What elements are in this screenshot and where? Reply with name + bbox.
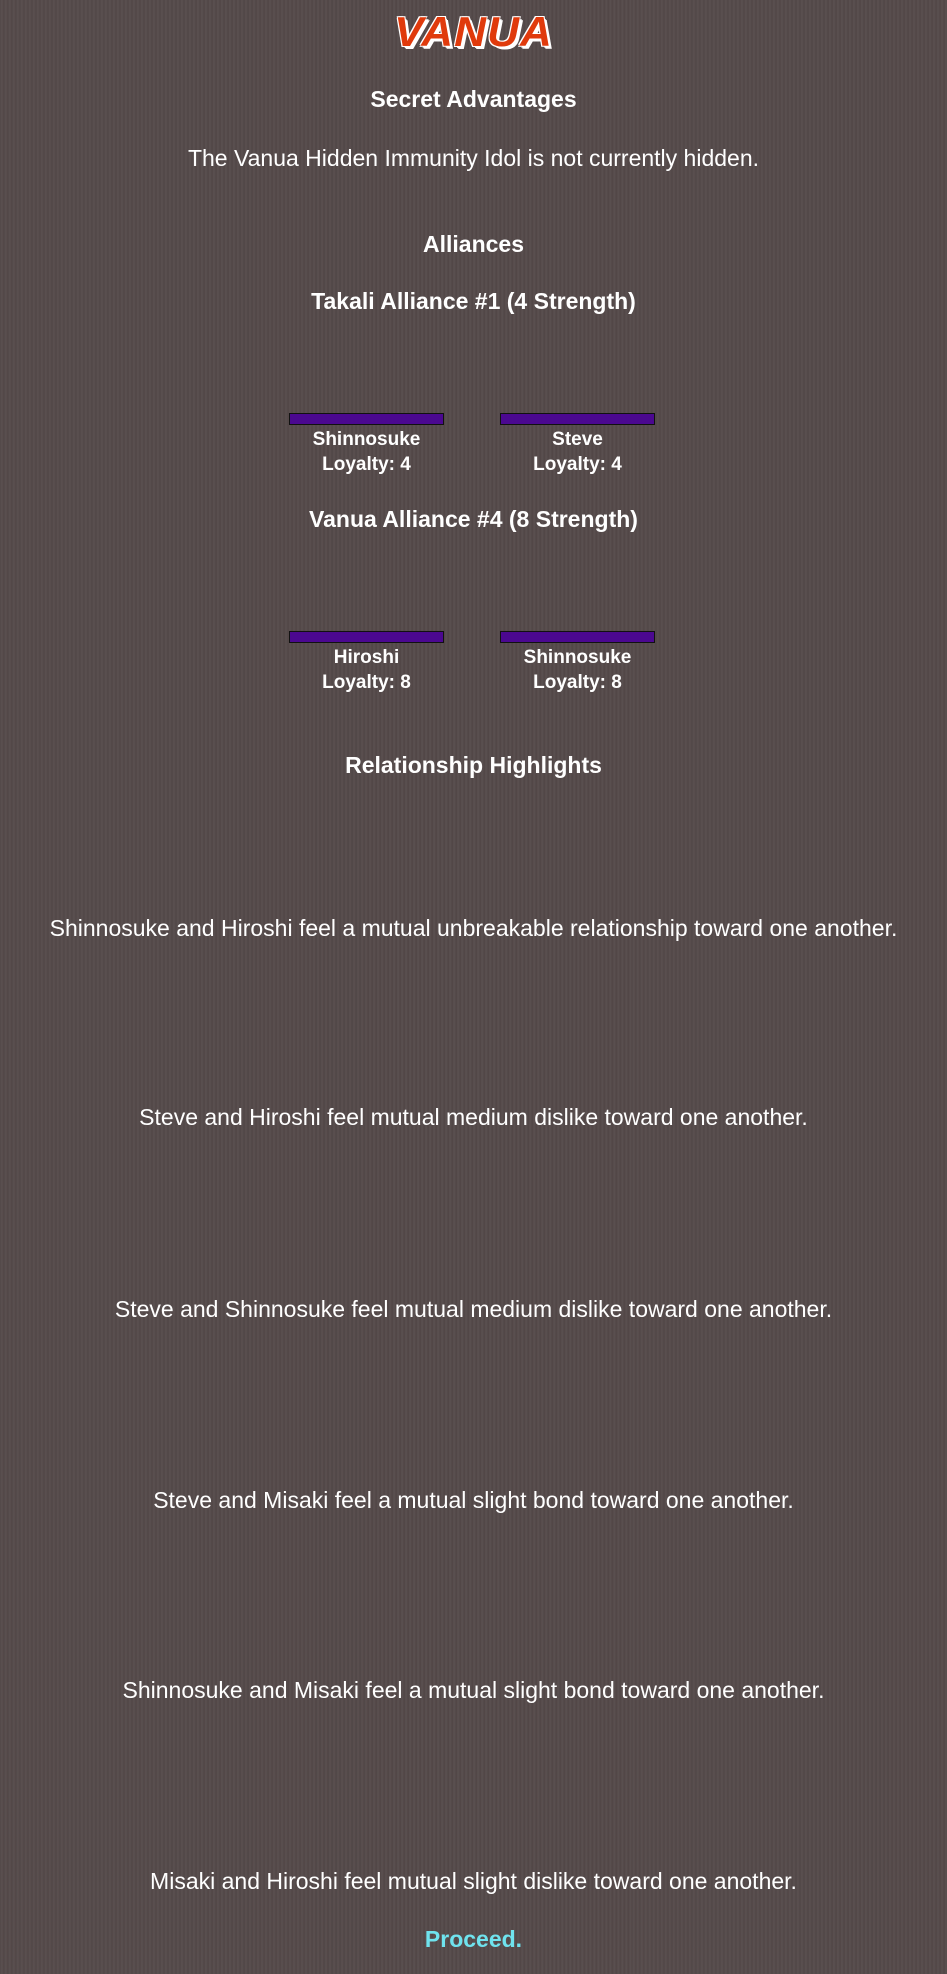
loyalty-bar: [500, 631, 655, 643]
relationships-heading: Relationship Highlights: [345, 752, 602, 778]
alliance-member: [500, 413, 655, 477]
alliance-member: [289, 631, 444, 695]
loyalty-bar: [500, 413, 655, 425]
member-name: Steve: [552, 429, 603, 450]
member-loyalty: Loyalty: 8: [322, 672, 411, 693]
relationship-item: Steve and Misaki feel a mutual slight bond toward one another.: [153, 1487, 794, 1513]
relationship-item: Shinnosuke and Hiroshi feel a mutual unbreakable relationship toward one another.: [49, 915, 898, 941]
member-loyalty: Loyalty: 8: [533, 672, 622, 693]
alliance-member: [289, 413, 444, 477]
loyalty-bar: [289, 631, 444, 643]
alliance-title: Vanua Alliance #4 (8 Strength): [309, 506, 638, 532]
alliance-title: Takali Alliance #1 (4 Strength): [311, 288, 636, 314]
member-loyalty: Loyalty: 4: [533, 454, 622, 475]
relationship-item: Steve and Shinnosuke feel mutual medium dislike toward one another.: [114, 1296, 833, 1322]
proceed-link[interactable]: Proceed.: [424, 1926, 523, 1952]
member-name: Shinnosuke: [523, 647, 632, 668]
tribe-logo: VANUA: [394, 8, 553, 55]
relationship-item: Steve and Hiroshi feel mutual medium dislike toward one another.: [139, 1104, 808, 1130]
alliance-member: [500, 631, 655, 695]
member-name: Shinnosuke: [312, 429, 421, 450]
member-loyalty: Loyalty: 4: [322, 454, 411, 475]
idol-status-text: The Vanua Hidden Immunity Idol is not currently hidden.: [187, 145, 760, 171]
alliances-heading: Alliances: [423, 231, 524, 257]
relationship-item: Misaki and Hiroshi feel mutual slight dislike toward one another.: [150, 1868, 797, 1894]
secret-advantages-heading: Secret Advantages: [370, 86, 577, 112]
member-name: Hiroshi: [333, 647, 400, 668]
loyalty-bar: [289, 413, 444, 425]
relationship-item: Shinnosuke and Misaki feel a mutual slight bond toward one another.: [122, 1677, 825, 1703]
